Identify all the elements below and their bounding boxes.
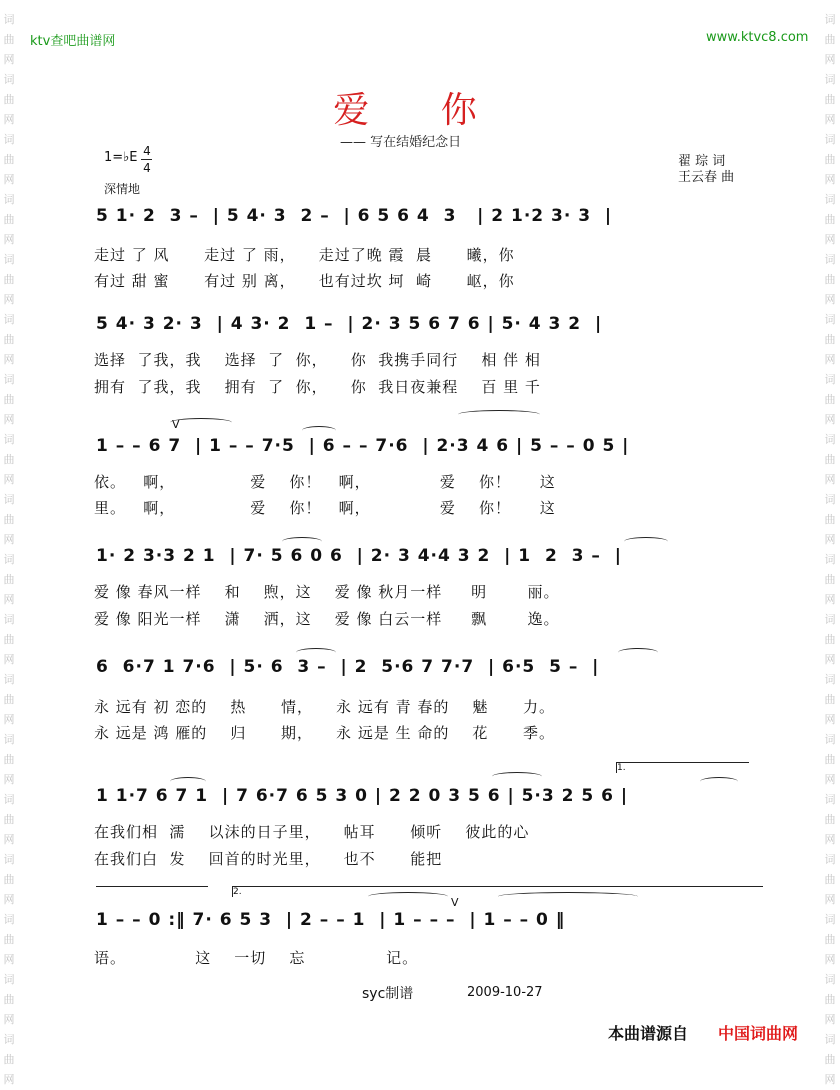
watermark-char: 曲	[3, 933, 15, 946]
slur	[618, 648, 658, 657]
lyric-row-1-verse-1: 走过 了 风 走过 了 雨， 走过了晚 霞 晨 曦，你	[94, 246, 515, 264]
watermark-char: 网	[3, 533, 15, 546]
watermark-char: 曲	[3, 93, 15, 106]
watermark-char: 曲	[3, 573, 15, 586]
time-signature-line	[141, 159, 152, 160]
watermark-char: 网	[824, 593, 836, 606]
watermark-char: 曲	[824, 573, 836, 586]
watermark-char: 词	[824, 493, 836, 506]
watermark-char: 词	[824, 853, 836, 866]
watermark-char: 词	[824, 553, 836, 566]
slur	[170, 418, 232, 427]
watermark-char: 曲	[3, 273, 15, 286]
slur	[700, 777, 738, 786]
watermark-char: 网	[824, 413, 836, 426]
watermark-char: 网	[824, 713, 836, 726]
watermark-char: 曲	[824, 453, 836, 466]
watermark-char: 网	[824, 233, 836, 246]
key-signature: 1=♭E	[104, 150, 138, 165]
watermark-char: 曲	[824, 1053, 836, 1066]
slur	[282, 537, 322, 546]
watermark-char: 词	[3, 1033, 15, 1046]
watermark-char: 词	[824, 313, 836, 326]
lyric-row-2-verse-1: 选择 了我，我 选择 了 你， 你 我携手同行 相 伴 相	[94, 351, 541, 369]
watermark-char: 词	[3, 193, 15, 206]
slur	[458, 410, 540, 419]
song-title: 爱 你	[333, 90, 507, 131]
watermark-char: 网	[3, 593, 15, 606]
watermark-char: 词	[3, 853, 15, 866]
song-subtitle: —— 写在结婚纪念日	[340, 135, 462, 150]
watermark-char: 网	[824, 893, 836, 906]
lyric-row-5-verse-2: 永 远是 鸿 雁的 归 期， 永 远是 生 命的 花 季。	[94, 724, 556, 742]
watermark-char: 词	[3, 433, 15, 446]
watermark-char: 网	[3, 1073, 15, 1086]
watermark-char: 曲	[3, 153, 15, 166]
lyric-row-4-verse-2: 爱 像 阳光一样 潇 洒，这 爱 像 白云一样 飘 逸。	[94, 610, 560, 628]
watermark-char: 网	[3, 773, 15, 786]
watermark-char: 网	[3, 353, 15, 366]
watermark-char: 网	[3, 233, 15, 246]
watermark-char: 词	[824, 373, 836, 386]
watermark-char: 曲	[824, 33, 836, 46]
watermark-char: 曲	[824, 393, 836, 406]
watermark-char: 网	[3, 713, 15, 726]
volta-first-ending: 1.	[616, 762, 749, 773]
notes-row-6: 1 1·7 6 7 1 | 7 6·7 6 5 3 0 | 2 2 0 3 5 6 | 5·3 2 5 6 |	[96, 786, 629, 806]
site-url-link[interactable]: www.ktvc8.com	[706, 30, 809, 45]
watermark-char: 曲	[3, 513, 15, 526]
watermark-char: 曲	[3, 33, 15, 46]
watermark-char: 网	[824, 953, 836, 966]
notes-row-7: 1 – – 0 :‖ 7· 6 5 3 | 2 – – 1 | 1 – – – | 1 – – 0 ‖	[96, 910, 566, 930]
watermark-char: 曲	[3, 1053, 15, 1066]
watermark-char: 曲	[824, 993, 836, 1006]
watermark-char: 词	[3, 133, 15, 146]
watermark-char: 网	[824, 1013, 836, 1026]
slur	[492, 772, 542, 781]
watermark-char: 曲	[3, 393, 15, 406]
composer-credit: 王云春 曲	[678, 170, 735, 185]
breath-mark: V	[451, 896, 459, 909]
watermark-char: 曲	[824, 813, 836, 826]
watermark-char: 网	[3, 893, 15, 906]
watermark-char: 词	[824, 133, 836, 146]
watermark-char: 词	[824, 73, 836, 86]
watermark-char: 曲	[3, 453, 15, 466]
watermark-char: 曲	[3, 993, 15, 1006]
watermark-char: 网	[824, 53, 836, 66]
watermark-char: 网	[824, 1073, 836, 1086]
watermark-char: 曲	[824, 513, 836, 526]
watermark-char: 网	[824, 773, 836, 786]
watermark-char: 网	[3, 653, 15, 666]
watermark-char: 曲	[3, 213, 15, 226]
watermark-char: 网	[3, 1013, 15, 1026]
slur	[296, 648, 336, 657]
watermark-char: 词	[3, 613, 15, 626]
watermark-char: 曲	[3, 873, 15, 886]
watermark-char: 词	[3, 673, 15, 686]
source-label: 本曲谱源自	[608, 1024, 689, 1043]
watermark-char: 网	[3, 833, 15, 846]
slur	[302, 426, 336, 435]
watermark-char: 词	[824, 613, 836, 626]
watermark-char: 词	[3, 73, 15, 86]
watermark-char: 网	[824, 653, 836, 666]
lyric-row-7-verse-1: 语。 这 一切 忘 记。	[94, 949, 419, 967]
watermark-char: 网	[3, 293, 15, 306]
watermark-char: 网	[824, 293, 836, 306]
watermark-char: 词	[3, 313, 15, 326]
watermark-char: 曲	[824, 753, 836, 766]
lyric-row-5-verse-1: 永 远有 初 恋的 热 情， 永 远有 青 春的 魅 力。	[94, 698, 556, 716]
watermark-char: 词	[3, 733, 15, 746]
watermark-char: 曲	[3, 813, 15, 826]
watermark-char: 曲	[824, 693, 836, 706]
lyric-row-4-verse-1: 爱 像 春风一样 和 煦，这 爱 像 秋月一样 明 丽。	[94, 583, 560, 601]
lyric-row-3-verse-2: 里。 啊， 爱 你！ 啊， 爱 你！ 这	[94, 499, 556, 517]
watermark-char: 曲	[824, 213, 836, 226]
breath-mark: V	[172, 418, 180, 431]
notes-row-1: 5 1· 2 3 – | 5 4· 3 2 – | 6 5 6 4 3 | 2 1·2 3· 3 |	[96, 206, 613, 226]
watermark-char: 词	[824, 793, 836, 806]
time-signature-top: 4	[143, 144, 151, 158]
watermark-char: 网	[824, 353, 836, 366]
watermark-char: 曲	[3, 333, 15, 346]
watermark-char: 网	[824, 173, 836, 186]
watermark-char: 曲	[824, 333, 836, 346]
notes-row-2: 5 4· 3 2· 3 | 4 3· 2 1 – | 2· 3 5 6 7 6 | 5· 4 3 2 |	[96, 314, 603, 334]
watermark-char: 网	[824, 113, 836, 126]
watermark-char: 词	[3, 553, 15, 566]
watermark-char: 词	[3, 793, 15, 806]
watermark-char: 词	[824, 673, 836, 686]
lyric-row-6-verse-1: 在我们相 濡 以沫的日子里， 帖耳 倾听 彼此的心	[94, 823, 530, 841]
watermark-char: 网	[3, 113, 15, 126]
site-name-link[interactable]: ktv查吧曲谱网	[30, 34, 116, 49]
score-maker: syc制谱	[362, 986, 414, 1002]
watermark-char: 曲	[824, 633, 836, 646]
slur	[368, 892, 448, 901]
watermark-char: 曲	[824, 273, 836, 286]
watermark-char: 曲	[824, 93, 836, 106]
watermark-char: 网	[3, 473, 15, 486]
tempo-mood: 深情地	[104, 182, 141, 196]
lyric-row-3-verse-1: 依。 啊， 爱 你！ 啊， 爱 你！ 这	[94, 473, 556, 491]
watermark-char: 词	[3, 493, 15, 506]
watermark-char: 词	[3, 973, 15, 986]
watermark-char: 词	[824, 433, 836, 446]
volta-second-ending: 2.	[232, 886, 763, 897]
watermark-char: 词	[824, 253, 836, 266]
watermark-char: 词	[3, 13, 15, 26]
watermark-left	[2, 10, 16, 1090]
lyric-row-2-verse-2: 拥有 了我，我 拥有 了 你， 你 我日夜兼程 百 里 千	[94, 378, 541, 396]
watermark-char: 曲	[824, 873, 836, 886]
lyric-row-6-verse-2: 在我们白 发 回首的时光里， 也不 能把	[94, 850, 443, 868]
slur	[170, 777, 206, 786]
slur	[624, 537, 668, 546]
watermark-char: 词	[3, 913, 15, 926]
volta-first-ending-continuation	[96, 886, 208, 887]
watermark-char: 网	[824, 473, 836, 486]
score-date: 2009-10-27	[467, 985, 543, 1000]
lyric-row-1-verse-2: 有过 甜 蜜 有过 别 离， 也有过坎 坷 崎 岖，你	[94, 272, 515, 290]
watermark-char: 曲	[824, 933, 836, 946]
watermark-char: 网	[3, 413, 15, 426]
watermark-char: 曲	[824, 153, 836, 166]
watermark-right	[823, 10, 837, 1090]
notes-row-5: 6 6·7 1 7·6 | 5· 6 3 – | 2 5·6 7 7·7 | 6·5 5 – |	[96, 657, 600, 677]
watermark-char: 曲	[3, 753, 15, 766]
watermark-char: 网	[824, 533, 836, 546]
slur	[498, 892, 638, 901]
watermark-char: 词	[824, 1033, 836, 1046]
watermark-char: 词	[824, 913, 836, 926]
watermark-char: 网	[3, 173, 15, 186]
watermark-char: 词	[824, 13, 836, 26]
source-site-link[interactable]: 中国词曲网	[718, 1024, 799, 1043]
time-signature-bottom: 4	[143, 161, 151, 175]
watermark-char: 词	[824, 733, 836, 746]
watermark-char: 词	[3, 373, 15, 386]
watermark-char: 词	[824, 193, 836, 206]
watermark-char: 词	[824, 973, 836, 986]
watermark-char: 网	[824, 833, 836, 846]
watermark-char: 网	[3, 53, 15, 66]
watermark-char: 曲	[3, 633, 15, 646]
watermark-char: 网	[3, 953, 15, 966]
watermark-char: 曲	[3, 693, 15, 706]
notes-row-4: 1· 2 3·3 2 1 | 7· 5 6 0 6 | 2· 3 4·4 3 2 | 1 2 3 – |	[96, 546, 622, 566]
lyricist-credit: 翟 琮 词	[678, 154, 726, 169]
notes-row-3: 1 – – 6 7 | 1 – – 7·5 | 6 – – 7·6 | 2·3 4 6 | 5 – – 0 5 |	[96, 436, 630, 456]
watermark-char: 词	[3, 253, 15, 266]
